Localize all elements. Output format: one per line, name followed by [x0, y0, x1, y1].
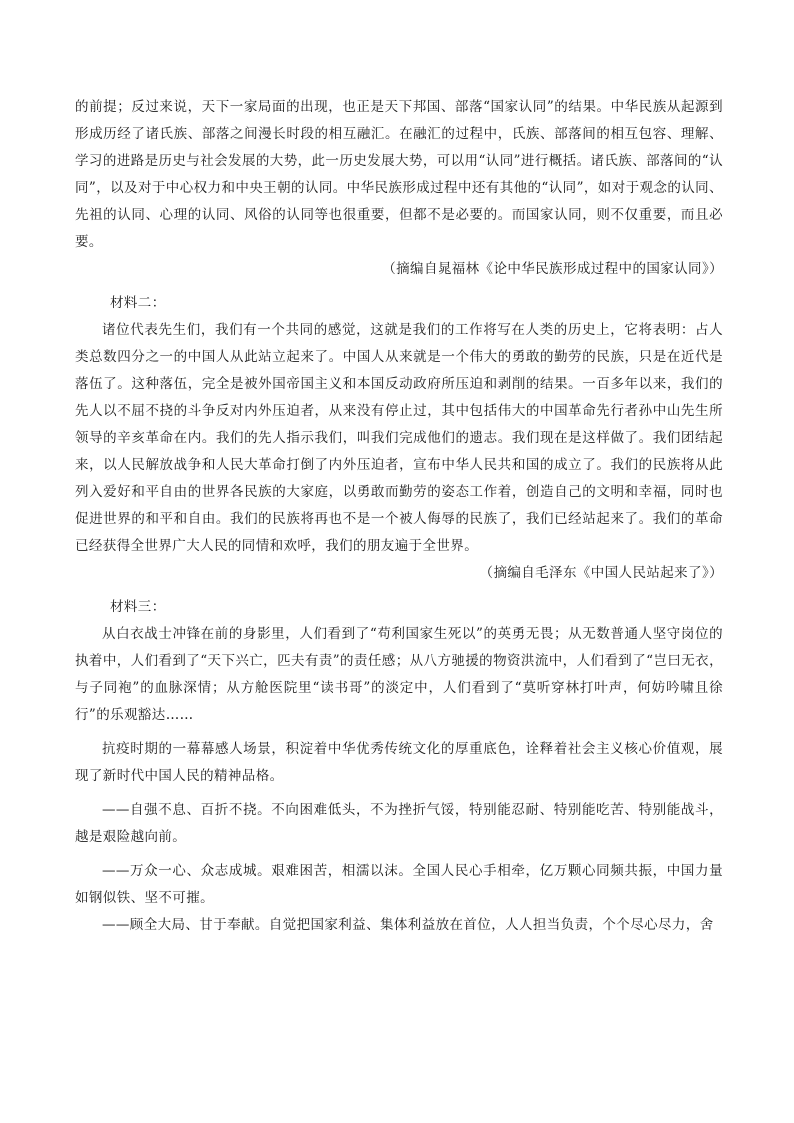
material3-paragraph-1: 从白衣战士冲锋在前的身影里，人们看到了“苟利国家生死以”的英勇无畏；从无数普通人坚守岗位的执着中，人们看到了“天下兴亡，匹夫有责”的责任感；从八方驰援的物资洪流中，人们看到了“岂曰无衣，与子同袍”的血脉深情；从方舱医院里“读书哥”的淡定中，人们看到了“莫听穿林打叶声，何妨吟啸且徐行”的乐观豁达……: [75, 626, 723, 723]
material3-dash-item-3: ——顾全大局、甘于奉献。自觉把国家利益、集体利益放在首位，人人担当负责，个个尽心尽力，舍: [102, 917, 714, 933]
material2-body: 诸位代表先生们，我们有一个共同的感觉，这就是我们的工作将写在人类的历史上，它将表明：占人类总数四分之一的中国人从此站立起来了。中国人从来就是一个伟大的勇敢的勤劳的民族，只是在近代是落伍了。这种落伍，完全是被外国帝国主义和本国反动政府所压迫和剥削的结果。一百多年以来，我们的先人以不屈不挠的斗争反对内外压迫者，从来没有停止过，其中包括伟大的中国革命先行者孙中山先生所领导的辛亥革命在内。我们的先人指示我们，叫我们完成他们的遗志。我们现在是这样做了。我们团结起来，以人民解放战争和人民大革命打倒了内外压迫者，宣布中华人民共和国的成立了。我们的民族将从此列入爱好和平自由的世界各民族的大家庭，以勇敢而勤劳的姿态工作着，创造自己的文明和幸福，同时也促进世界的和平和自由。我们的民族将再也不是一个被人侮辱的民族了，我们已经站起来了。我们的革命已经获得全世界广大人民的同情和欢呼，我们的朋友遍于全世界。: [75, 322, 723, 554]
material3-dash-item-1: ——自强不息、百折不挠。不向困难低头，不为挫折气馁，特别能忍耐、特别能吃苦、特别能战斗，越是艰险越向前。: [75, 802, 723, 845]
page-content: [75, 94, 723, 939]
material3-heading: 材料三：: [110, 599, 166, 615]
material1-citation: （摘编自晁福林《论中华民族形成过程中的国家认同》）: [382, 261, 723, 277]
material3-dash-item-2: ——万众一心、众志成城。艰难困苦，相濡以沫。全国人民心手相牵，亿万颗心同频共振，中国力量如钢似铁、坚不可摧。: [75, 863, 723, 906]
material1-body: 的前提；反过来说，天下一家局面的出现，也正是天下邦国、部落“国家认同”的结果。中华民族从起源到形成历经了诸氏族、部落之间漫长时段的相互融汇。在融汇的过程中，氏族、部落间的相互包容、理解、学习的进路是历史与社会发展的大势，此一历史发展大势，可以用“认同”进行概括。诸氏族、部落间的“认同”，以及对于中心权力和中央王朝的认同。中华民族形成过程中还有其他的“认同”，如对于观念的认同、先祖的认同、心理的认同、风俗的认同等也很重要，但都不是必要的。而国家认同，则不仅重要，而且必要。: [75, 99, 723, 250]
material2-heading: 材料二：: [110, 295, 166, 311]
material2-citation: （摘编自毛泽东《中国人民站起来了》）: [479, 565, 723, 581]
material3-paragraph-2: 抗疫时期的一幕幕感人场景，积淀着中华优秀传统文化的厚重底色，诠释着社会主义核心价值观，展现了新时代中国人民的精神品格。: [75, 741, 723, 784]
